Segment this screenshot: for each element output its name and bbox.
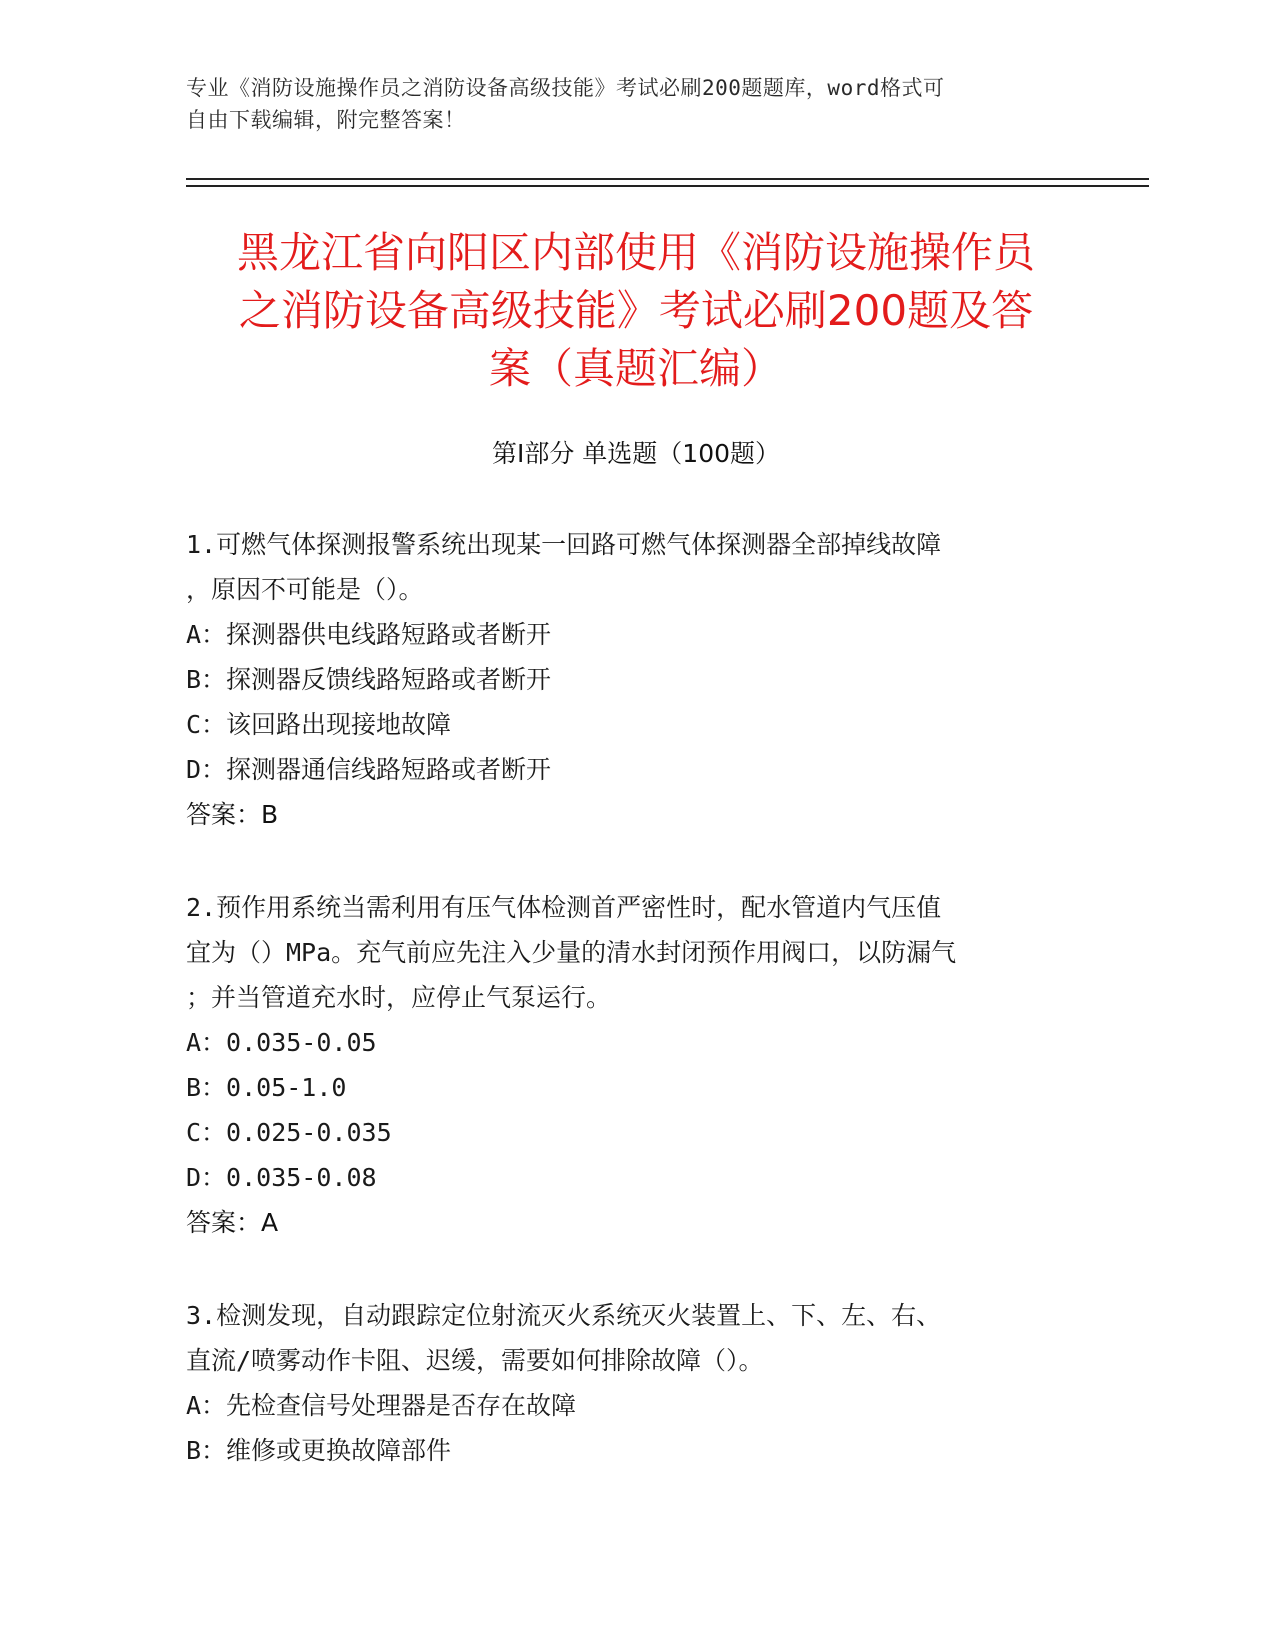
option-c: C：该回路出现接地故障 bbox=[186, 710, 452, 739]
option-b: B：维修或更换故障部件 bbox=[186, 1436, 452, 1465]
question-stem-line: ；并当管道充水时，应停止气泵运行。 bbox=[186, 983, 612, 1012]
header-note-line2: 自由下载编辑，附完整答案！ bbox=[186, 108, 466, 132]
option-b: B：0.05-1.0 bbox=[186, 1073, 347, 1102]
title-line2: 之消防设备高级技能》考试必刷200题及答 bbox=[238, 286, 1034, 335]
option-d: D：探测器通信线路短路或者断开 bbox=[186, 755, 552, 784]
answer-text: 答案：B bbox=[186, 800, 279, 829]
option-c: C：0.025-0.035 bbox=[186, 1118, 392, 1147]
question-stem-line: 1.可燃气体探测报警系统出现某一回路可燃气体探测器全部掉线故障 bbox=[186, 530, 942, 559]
answer-text: 答案：A bbox=[186, 1208, 279, 1237]
title-line1: 黑龙江省向阳区内部使用《消防设施操作员 bbox=[236, 228, 1035, 277]
question-stem-line: 直流/喷雾动作卡阻、迟缓，需要如何排除故障（）。 bbox=[186, 1346, 764, 1375]
header-divider-top bbox=[186, 178, 1149, 180]
question-stem-line: 3.检测发现，自动跟踪定位射流灭火系统灭火装置上、下、左、右、 bbox=[186, 1301, 942, 1330]
header-divider-bottom bbox=[186, 185, 1149, 187]
option-a: A：探测器供电线路短路或者断开 bbox=[186, 620, 552, 649]
question-item bbox=[186, 885, 1066, 1245]
option-a: A：0.035-0.05 bbox=[186, 1028, 377, 1057]
question-stem-line: 宜为（）MPa。充气前应先注入少量的清水封闭预作用阀口，以防漏气 bbox=[186, 938, 957, 967]
option-b: B：探测器反馈线路短路或者断开 bbox=[186, 665, 552, 694]
header-note bbox=[186, 72, 1066, 136]
section-heading: 第Ⅰ部分 单选题（100题） bbox=[491, 439, 781, 468]
question-item bbox=[186, 1293, 1066, 1473]
question-list bbox=[186, 522, 1066, 1521]
header-note-line1: 专业《消防设施操作员之消防设备高级技能》考试必刷200题题库，word格式可 bbox=[186, 76, 945, 100]
question-item bbox=[186, 522, 1066, 837]
title-line3: 案（真题汇编） bbox=[488, 344, 783, 393]
option-a: A：先检查信号处理器是否存在故障 bbox=[186, 1391, 577, 1420]
document-title bbox=[186, 224, 1086, 398]
option-d: D：0.035-0.08 bbox=[186, 1163, 377, 1192]
question-stem-line: ，原因不可能是（）。 bbox=[186, 575, 424, 604]
question-stem-line: 2.预作用系统当需利用有压气体检测首严密性时，配水管道内气压值 bbox=[186, 893, 942, 922]
